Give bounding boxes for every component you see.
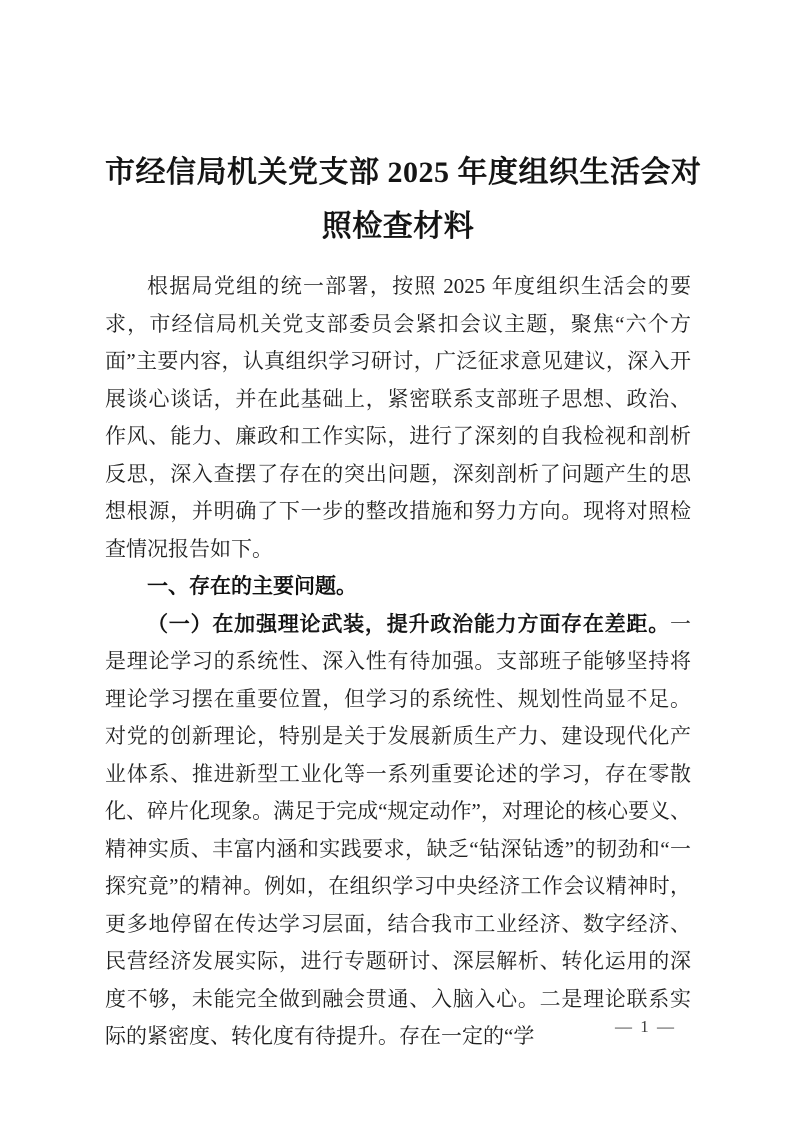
subsection-lead: （一）在加强理论武装，提升政治能力方面存在差距。 bbox=[147, 611, 670, 636]
page-number: — 1 — bbox=[615, 1017, 676, 1036]
document-content bbox=[105, 146, 702, 1056]
subsection-paragraph bbox=[105, 606, 691, 1056]
document-title bbox=[105, 146, 702, 254]
section-heading: 一、存在的主要问题。 bbox=[147, 575, 357, 598]
intro-paragraph-text: 根据局党组的统一部署，按照 2025 年度组织生活会的要求，市经信局机关党支部委员会紧扣会议主题，聚焦“六个方面”主要内容，认真组织学习研讨，广泛征求意见建议，深入开展谈心谈话，并在此基础上，紧密联系支部班子思想、政治、作风、能力、廉政和工作实际，进行了深刻的自我检视和剖析反思，深入查摆了存在的突出问题，深刻剖析了问题产生的思想根源，并明确了下一步的整改措施和努力方向。现将对照检查情况报告如下。 bbox=[105, 274, 691, 561]
document-body bbox=[105, 268, 691, 1056]
title-line-2: 照检查材料 bbox=[321, 210, 475, 243]
title-line-1: 市经信局机关党支部 2025 年度组织生活会对 bbox=[105, 156, 702, 189]
subsection-body-text: 一是理论学习的系统性、深入性有待加强。支部班子能够坚持将理论学习摆在重要位置，但学习的系统性、规划性尚显不足。对党的创新理论，特别是关于发展新质生产力、建设现代化产业体系、推进新型工业化等一系列重要论述的学习，存在零散化、碎片化现象。满足于完成“规定动作”，对理论的核心要义、精神实质、丰富内涵和实践要求，缺乏“钻深钻透”的韧劲和“一探究竟”的精神。例如，在组织学习中央经济工作会议精神时，更多地停留在传达学习层面，结合我市工业经济、数字经济、民营经济发展实际，进行专题研讨、深层解析、转化运用的深度不够，未能完全做到融会贯通、入脑入心。二是理论联系实际的紧密度、转化度有待提升。存在一定的“学 bbox=[105, 611, 691, 1048]
intro-paragraph bbox=[105, 268, 691, 568]
